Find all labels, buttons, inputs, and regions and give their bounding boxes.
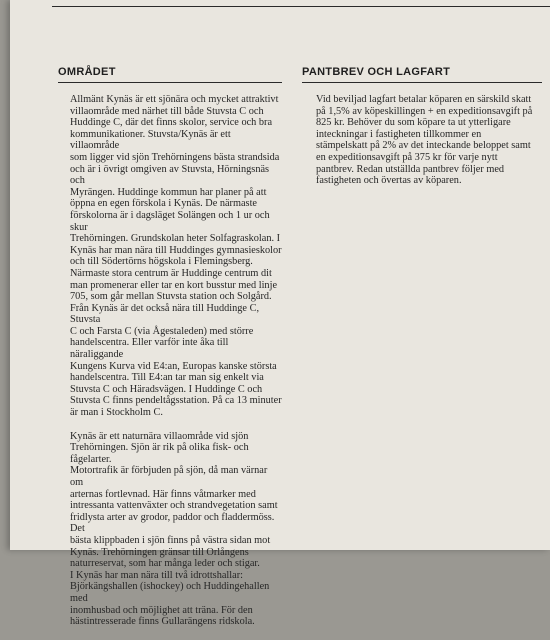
section-omradet — [58, 66, 282, 640]
heading-divider — [302, 82, 542, 83]
section-heading: PANTBREV OCH LAGFART — [302, 66, 451, 78]
top-divider — [52, 6, 550, 7]
paragraph: Kynäs är ett naturnära villaområde vid sjön Trehörningen. Sjön är rik på olika fisk- och fågelarter. Motortrafik är förbjuden på sjön, då man värnar om arternas fortlevnad. Här finns våtmarker med intressanta vattenväxter och strandvegetation samt fridlysta arter av grodor, paddor och fladdermöss. Det bästa klippbaden i sjön finns på västra sidan mot Kynäs. Trehörningen gränsar till Orlångens naturreservat, som har många leder och stigar. I Kynäs har man nära till två idrottshallar: Björkängshallen (ishockey) och Huddingehallen med inomhusbad och möjlighet att träna. För den hästintresserade finns Gullarängens ridskola. — [70, 430, 278, 628]
section-pantbrev-lagfart — [302, 66, 542, 199]
document-page — [10, 0, 550, 628]
section-heading: OMRÅDET — [58, 66, 116, 78]
paragraph: Vid beviljad lagfart betalar köparen en särskild skatt på 1,5% av köpeskillingen + en expeditionsavgift på 825 kr. Behöver du som köpare ta ut ytterligare inteckningar i fastigheten tillkommer en stämpelskatt på 2% av det inteckande beloppet samt en expeditionsavgift på 375 kr för varje nytt pantbrev. Redan utställda pantbrev följer med fastigheten och övertas av köparen. — [316, 94, 533, 187]
heading-divider — [58, 82, 282, 83]
paragraph: Allmänt Kynäs är ett sjönära och mycket attraktivt villaområde med närhet till både Stuvsta C och Huddinge C, där det finns skolor, service och bra kommunikationer. Stuvsta/Kynäs är ett villaområde som ligger vid sjön Trehörningens bästa strandsida och är i övrigt omgiven av Stuvsta, Hörningsnäs och Myrängen. Huddinge kommun har planer på att öppna en egen förskola i Kynäs. De närmaste förskolorna är i dagsläget Solängen och 1 ur och skur Trehörningen. Grundskolan heter Solfagraskolan. I Kynäs har man nära till Huddinges gymnasieskolor och till Södertörns högskola i Flemingsberg. Närmaste stora centrum är Huddinge centrum dit man promenerar eller tar en kort busstur med linje 705, som går mellan Stuvsta station och Solgård. Från Kynäs är det också nära till Huddinge C, Stuvsta C och Farsta C (via Ågestaleden) med större handelscentra. Eller varför inte åka till näraliggande Kungens Kurva vid E4:an, Europas kanske största handelscentra. Till E4:an tar man sig enkelt via Stuvsta C och Häradsvägen. I Huddinge C och Stuvsta C finns pendeltågsstation. På ca 13 minuter är man i Stockholm C. — [70, 94, 282, 419]
